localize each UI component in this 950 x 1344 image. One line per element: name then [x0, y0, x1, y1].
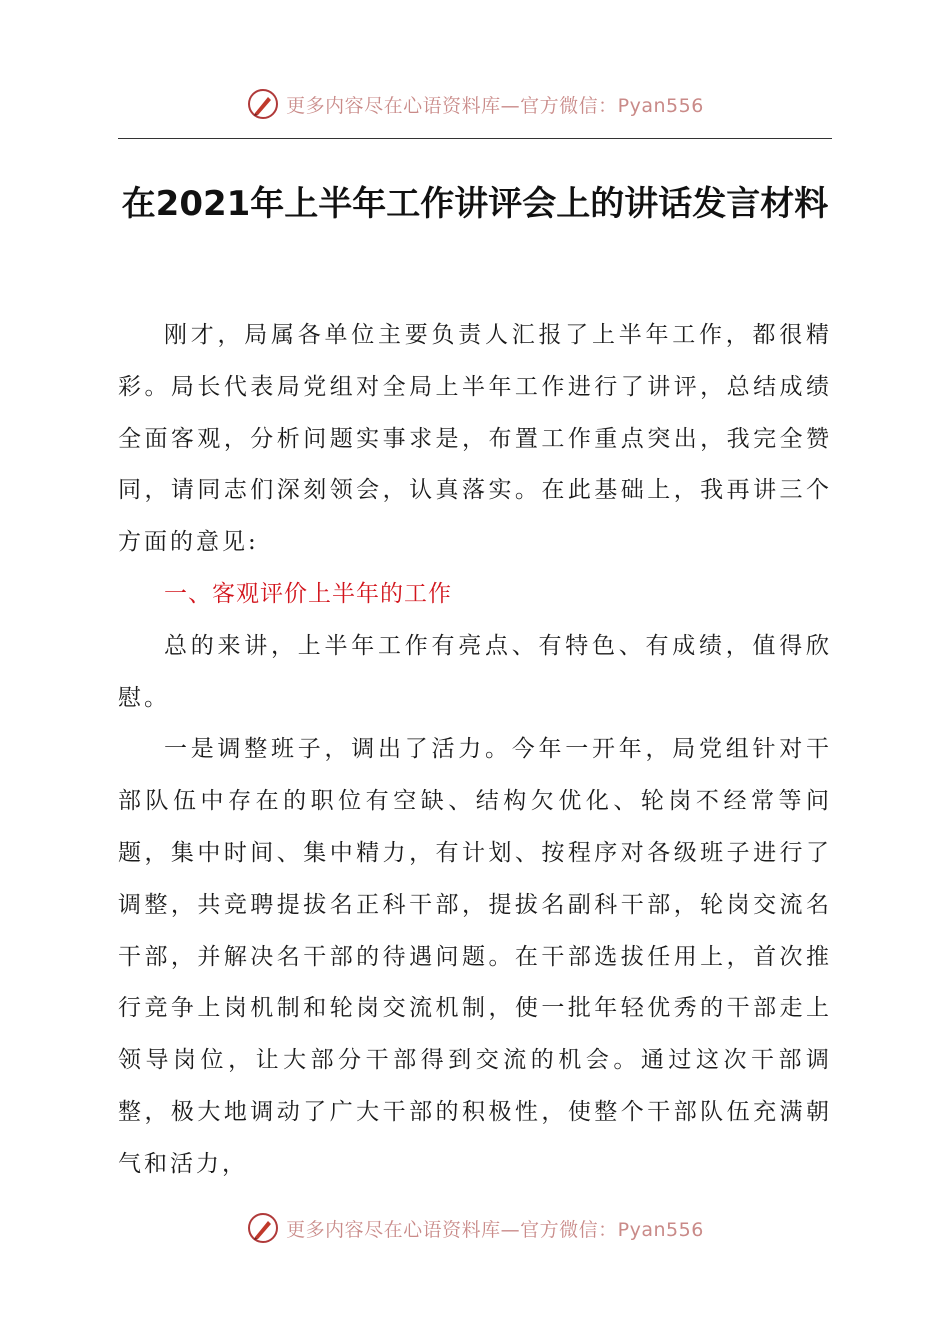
document-body — [118, 310, 832, 1191]
pen-logo-icon — [246, 87, 280, 121]
document-title: 在2021年上半年工作讲评会上的讲话发言材料 — [121, 184, 829, 224]
section-paragraph: 一是调整班子，调出了活力。今年一开年，局党组针对干部队伍中存在的职位有空缺、结构欠优化、轮岗不经常等问题，集中时间、集中精力，有计划、按程序对各级班子进行了调整，共竞聘提拔名正科干部，提拔名副科干部，轮岗交流名干部，并解决名干部的待遇问题。在干部选拔任用上，首次推行竞争上岗机制和轮岗交流机制，使一批年轻优秀的干部走上领导岗位，让大部分干部得到交流的机会。通过这次干部调整，极大地调动了广大干部的积极性，使整个干部队伍充满朝气和活力， — [118, 736, 832, 1177]
banner-text: 更多内容尽在心语资料库—官方微信：Pyan556 — [286, 94, 704, 117]
intro-paragraph: 刚才，局属各单位主要负责人汇报了上半年工作，都很精彩。局长代表局党组对全局上半年工作进行了讲评，总结成绩全面客观，分析问题实事求是，布置工作重点突出，我完全赞同，请同志们深刻领会，认真落实。在此基础上，我再讲三个方面的意见: — [118, 322, 832, 556]
page-footer-banner — [0, 1208, 950, 1248]
banner-text: 更多内容尽在心语资料库—官方微信：Pyan556 — [286, 1218, 704, 1241]
header-divider — [118, 138, 832, 139]
pen-logo-icon — [246, 1211, 280, 1245]
section-paragraph: 总的来讲，上半年工作有亮点、有特色、有成绩，值得欣慰。 — [118, 632, 832, 711]
section-heading: 一、客观评价上半年的工作 — [164, 580, 452, 607]
page-header-banner — [0, 84, 950, 124]
